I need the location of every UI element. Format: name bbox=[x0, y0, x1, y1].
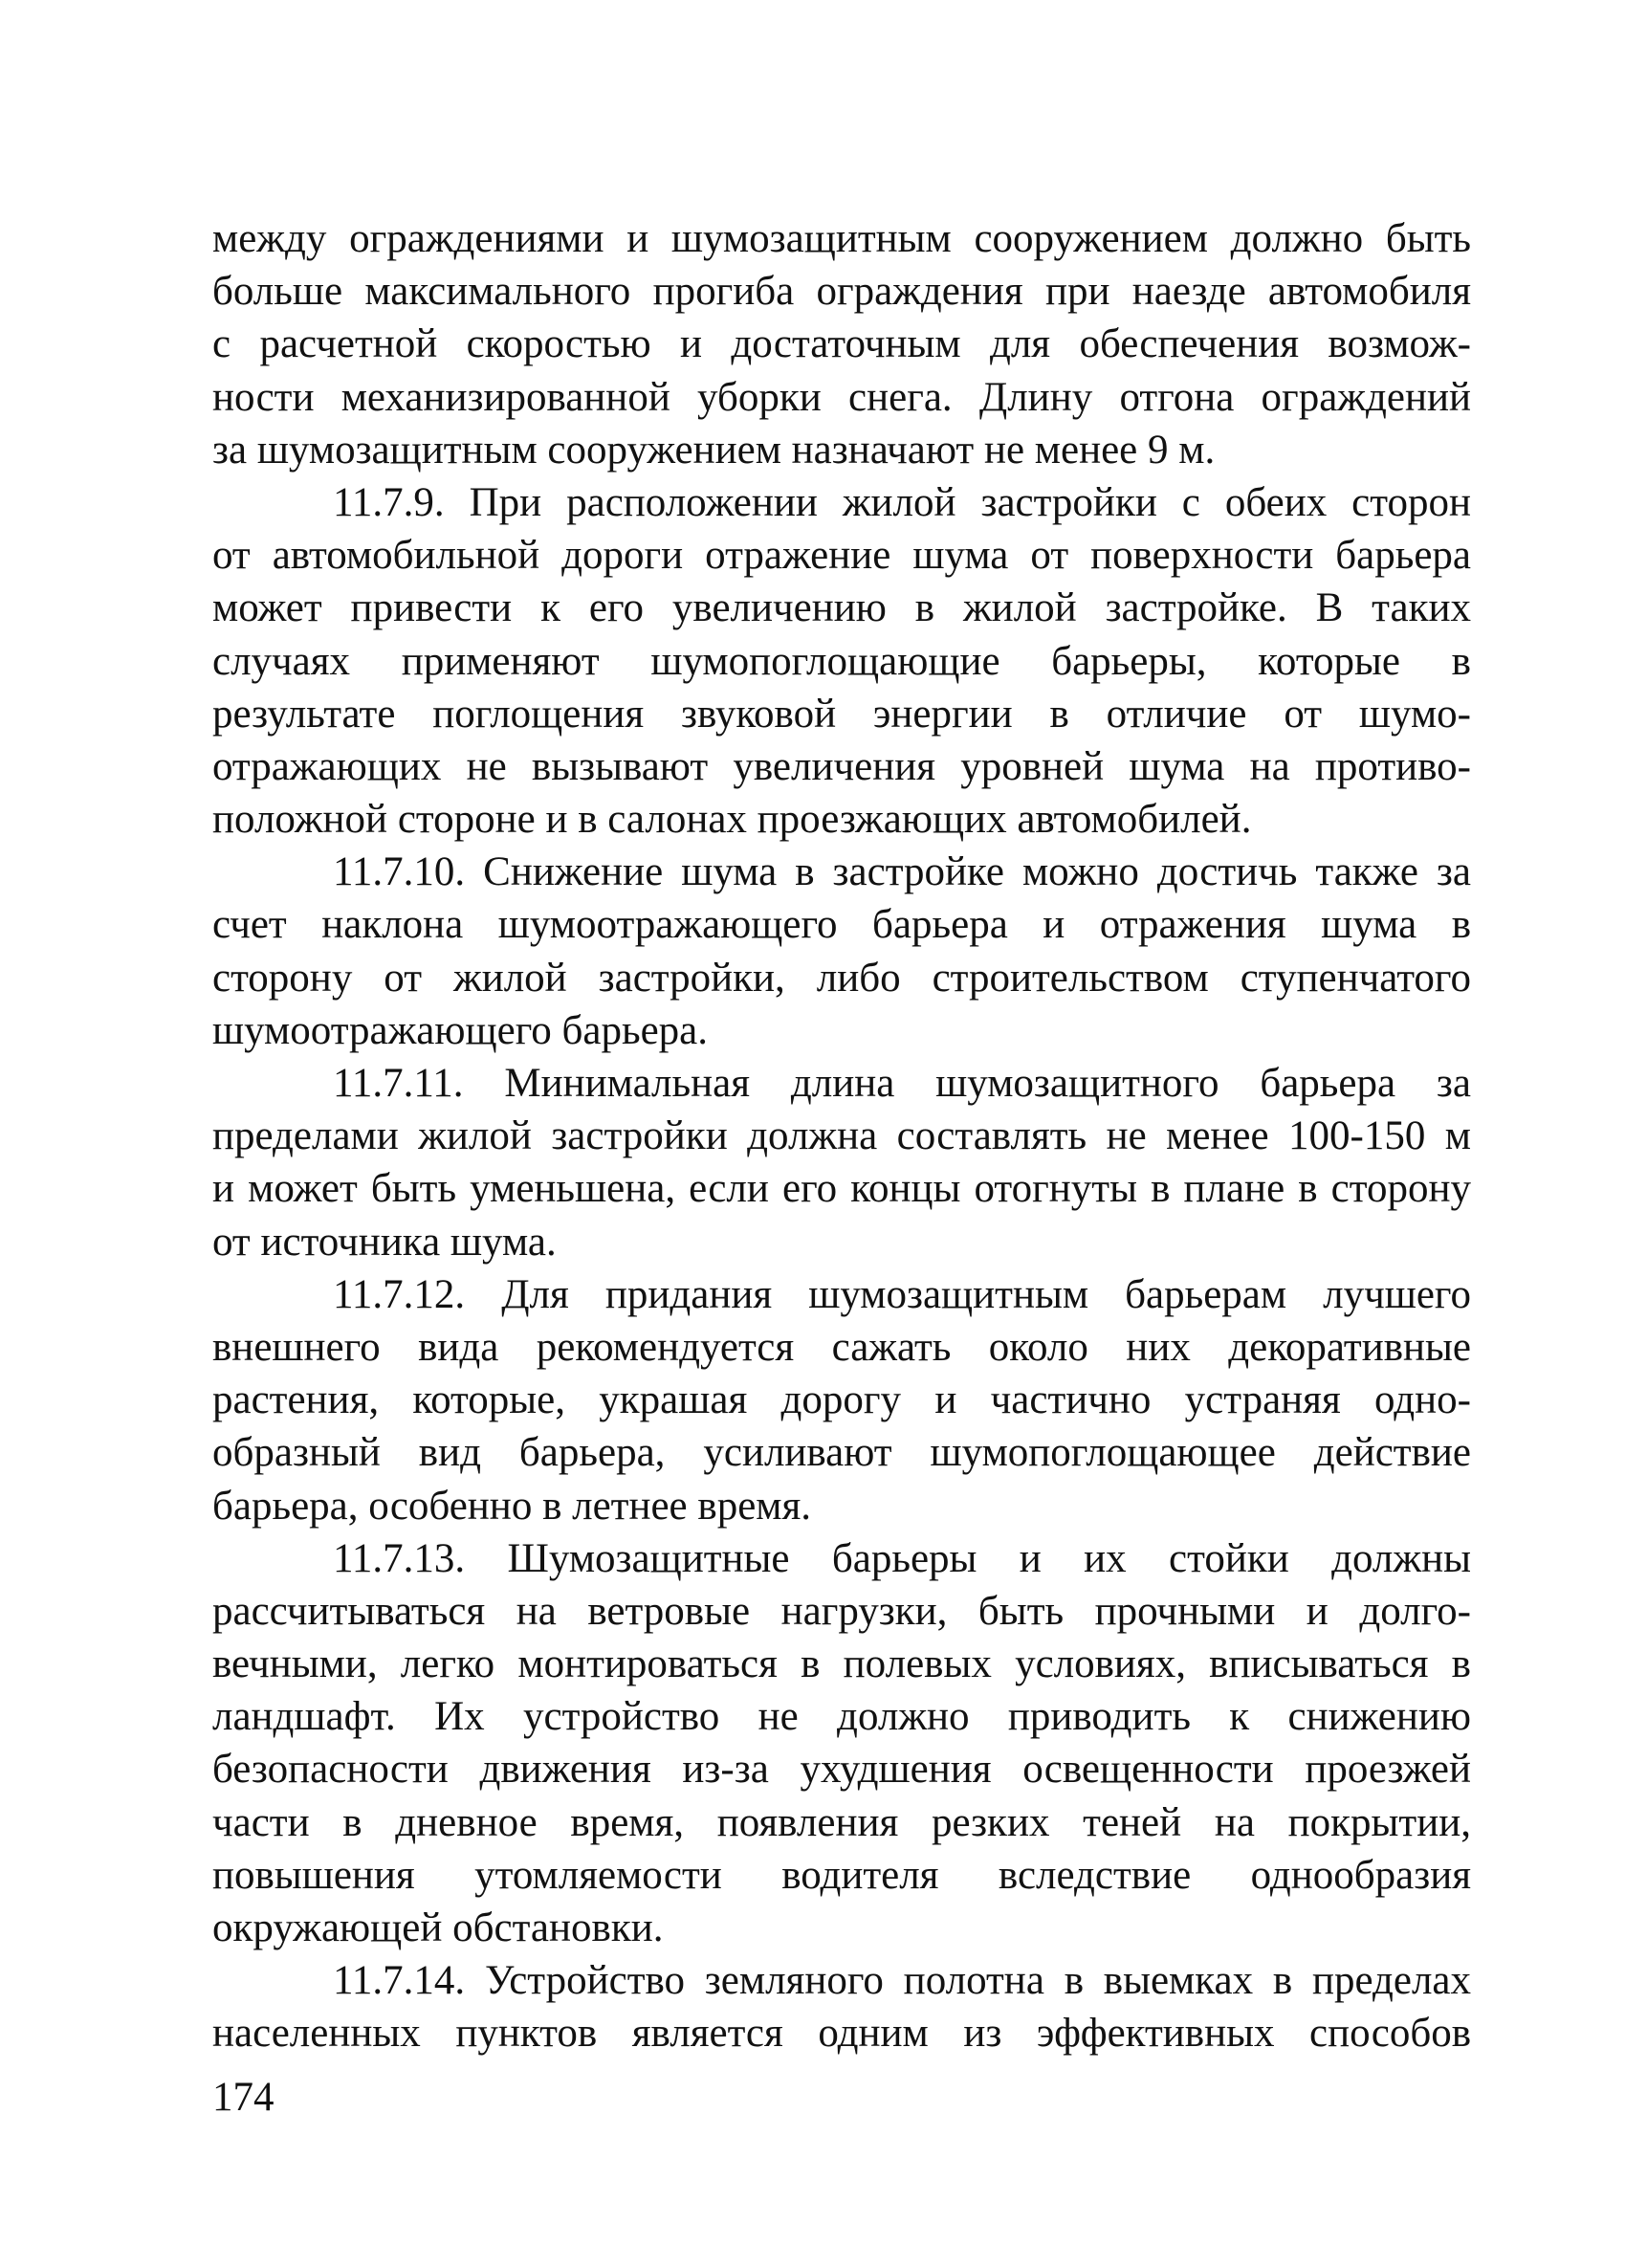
document-page bbox=[212, 212, 1471, 2060]
paragraph-11-7-9 bbox=[212, 476, 1471, 846]
text-line: за шумозащитным сооружением назначают не менее 9 м. bbox=[212, 427, 1216, 473]
text-line: безопасности движения из-за ухудшения освещенности проезжей bbox=[212, 1747, 1471, 1793]
text-line: рассчитываться на ветровые нагрузки, быть прочными и долго- bbox=[212, 1588, 1471, 1634]
paragraph-11-7-13 bbox=[212, 1532, 1471, 1955]
text-line: между ограждениями и шумозащитным сооружением должно быть bbox=[212, 216, 1471, 261]
paragraph-11-7-11 bbox=[212, 1057, 1471, 1268]
text-line: случаях применяют шумопоглощающие барьеры, которые в bbox=[212, 638, 1471, 684]
text-line: ности механизированной уборки снега. Длину отгона ограждений bbox=[212, 374, 1471, 420]
text-line: окружающей обстановки. bbox=[212, 1905, 664, 1950]
text-line: части в дневное время, появления резких теней на покрытии, bbox=[212, 1799, 1471, 1845]
text-line: и может быть уменьшена, если его концы отогнуты в плане в сторону bbox=[212, 1166, 1471, 1212]
text-line: положной стороне и в салонах проезжающих автомобилей. bbox=[212, 797, 1252, 843]
page-number: 174 bbox=[212, 2075, 274, 2120]
paragraph-11-7-12 bbox=[212, 1268, 1471, 1532]
text-line: 11.7.10. Снижение шума в застройке можно достичь также за bbox=[333, 849, 1471, 895]
text-line: может привести к его увеличению в жилой застройке. В таких bbox=[212, 585, 1471, 631]
text-line: 11.7.11. Минимальная длина шумозащитного барьера за bbox=[333, 1061, 1471, 1106]
text-line: населенных пунктов является одним из эффективных способов bbox=[212, 2011, 1471, 2057]
text-line: больше максимального прогиба ограждения при наезде автомобиля bbox=[212, 269, 1471, 315]
text-line: счет наклона шумоотражающего барьера и отражения шума в bbox=[212, 902, 1471, 948]
text-line: 11.7.12. Для придания шумозащитным барьерам лучшего bbox=[333, 1271, 1471, 1317]
paragraph-11-7-14 bbox=[212, 1954, 1471, 2059]
text-line: внешнего вида рекомендуется сажать около них декоративные bbox=[212, 1324, 1471, 1370]
text-line: повышения утомляемости водителя вследствие однообразия bbox=[212, 1852, 1471, 1898]
text-line: пределами жилой застройки должна составлять не менее 100-150 м bbox=[212, 1113, 1471, 1159]
text-line: 11.7.9. При расположении жилой застройки с обеих сторон bbox=[333, 479, 1471, 525]
text-line: растения, которые, украшая дорогу и частично устраняя одно- bbox=[212, 1377, 1471, 1423]
text-line: от источника шума. bbox=[212, 1219, 557, 1265]
paragraph-fence-clearance bbox=[212, 212, 1471, 476]
text-line: образный вид барьера, усиливают шумопоглощающее действие bbox=[212, 1430, 1471, 1476]
text-line: 11.7.14. Устройство земляного полотна в выемках в пределах bbox=[333, 1958, 1471, 2004]
text-line: ландшафт. Их устройство не должно приводить к снижению bbox=[212, 1694, 1471, 1740]
paragraph-11-7-10 bbox=[212, 846, 1471, 1057]
text-line: отражающих не вызывают увеличения уровней шума на противо- bbox=[212, 743, 1471, 789]
text-line: результате поглощения звуковой энергии в отличие от шумо- bbox=[212, 691, 1471, 737]
text-line: 11.7.13. Шумозащитные барьеры и их стойки должны bbox=[333, 1535, 1471, 1581]
text-line: шумоотражающего барьера. bbox=[212, 1007, 709, 1053]
text-line: барьера, особенно в летнее время. bbox=[212, 1483, 812, 1529]
text-line: с расчетной скоростью и достаточным для обеспечения возмож- bbox=[212, 321, 1471, 367]
text-line: вечными, легко монтироваться в полевых условиях, вписываться в bbox=[212, 1641, 1471, 1687]
text-line: от автомобильной дороги отражение шума от поверхности барьера bbox=[212, 533, 1471, 579]
text-line: сторону от жилой застройки, либо строительством ступенчатого bbox=[212, 955, 1471, 1001]
